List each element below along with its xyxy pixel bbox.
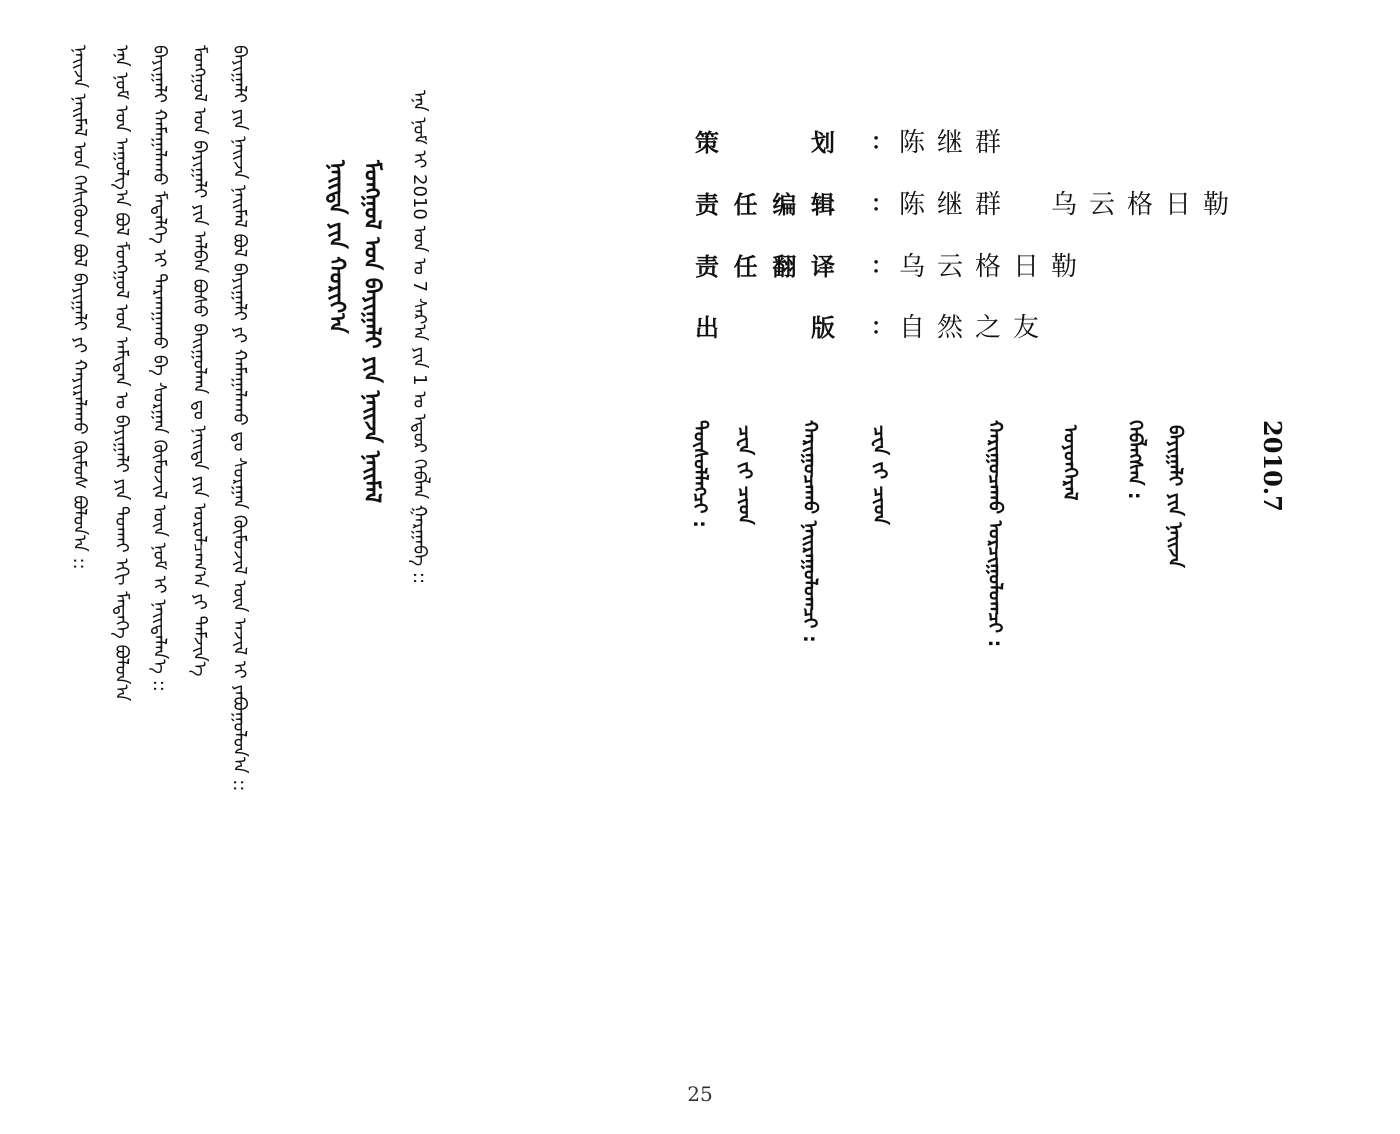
label-char: 版 <box>811 313 835 342</box>
mongolian-paragraph-column: ᠡᠨᠡ ᠨᠣᠮ ᠤᠨ ᠠᠭᠤᠯᠭ᠎ᠠ ᠪᠣᠯ ᠮᠣᠩᠭᠣᠯ ᠤᠨ ᠠᠮᠢᠲᠠᠨ ᠤ ᠪᠠᠶᠢᠭᠠᠯᠢ ᠶᠢᠨ ᠲᠤᠬᠠᠢ ᠡᠬᠢ ᠮᠡᠳᠡᠭᠡ ᠪᠣᠯᠤᠨ᠎ᠠ <box>111 45 132 702</box>
mongolian-paragraph-column: ᠪᠠᠶᠢᠭᠠᠯᠢ ᠬᠠᠮᠠᠭᠠᠯᠠᠬᠤ ᠮᠡᠳᠡᠯᠭᠡ ᠢ ᠲᠠᠷᠬᠠᠭᠠᠬᠤ ᠪᠠ ᠰᠤᠷᠭᠠᠨ ᠬᠥᠮᠦᠵᠢᠯ ᠦᠨ ᠨᠣᠮ ᠢ ᠨᠡᠢᠲᠡᠯᠡᠨ᠎ᠡ :: <box>149 45 170 692</box>
credit-label <box>695 308 835 343</box>
mongolian-credit-column: ᠪᠠᠶᠢᠭᠠᠯᠢ ᠶᠢᠨ ᠨᠠᠢᠵᠠ <box>1164 425 1186 568</box>
publication-note: ᠡᠨᠡ ᠨᠣᠮ ᠢ 2010 ᠣᠨ ᠤ 7 ᠰᠠᠷ᠎ᠠ ᠶᠢᠨ 1 ᠤ ᠡᠳᠦᠷ ᠬᠡᠪᠯᠡᠨ ᠭᠠᠷᠭᠠᠪᠠ :: <box>409 90 430 585</box>
label-char: 编 <box>772 190 797 219</box>
label-char: 责 <box>695 190 719 219</box>
credit-value: 自然之友 <box>899 312 1052 343</box>
credit-colon: ： <box>870 191 893 217</box>
credit-colon: ： <box>870 129 893 155</box>
label-char: 辑 <box>810 190 835 219</box>
label-char: 出 <box>695 313 719 342</box>
credit-label <box>695 123 835 158</box>
credit-label <box>695 247 835 282</box>
credit-value: 乌云格日勒 <box>899 251 1090 282</box>
page-number: 25 <box>687 1082 713 1106</box>
mongolian-credit-column: ᠴᠧᠨ ᠵᠢ ᠴᠢᠦᠨ <box>734 425 756 525</box>
mongolian-paragraph-column: ᠮᠣᠩᠭᠣᠯ ᠤᠨ ᠪᠠᠶᠢᠭᠠᠯᠢ ᠶᠢᠨ ᠠᠯᠪᠠᠨ ᠪᠤᠰᠤ ᠪᠠᠢᠭᠤᠯᠬᠠ ᠳᠤ ᠨᠡᠢᠲᠡ ᠶᠢᠨ ᠣᠷᠣᠯᠴᠠᠭ᠎ᠠ ᠶᠢ ᠳᠡᠮᠵᠢᠨ᠎ᠡ <box>189 45 210 677</box>
label-char: 翻 <box>772 252 797 281</box>
mongolian-paragraph-column: ᠪᠠᠶᠢᠭᠠᠯᠢ ᠶᠢᠨ ᠨᠠᠢᠵᠠ ᠨᠠᠢᠮᠠᠯ ᠪᠣᠯ ᠪᠠᠶᠢᠭᠠᠯᠢ ᠶᠢ ᠬᠠᠮᠠᠭᠠᠯᠠᠬᠤ ᠳᠤ ᠰᠤᠷᠭᠠᠨ ᠬᠥᠮᠦᠵᠢᠯ ᠦᠨ ᠠᠵᠢᠯ ᠢ ᠶᠠᠪᠤᠭᠤᠯᠤᠨ᠎ᠠ :: <box>229 45 250 792</box>
mongolian-paragraph-column: ᠨᠠᠢᠵᠠ ᠨᠠᠢᠮᠠᠯ ᠤᠨ ᠭᠡᠰᠢᠭᠦᠳ ᠪᠣᠯ ᠪᠠᠶᠢᠭᠠᠯᠢ ᠶᠢ ᠬᠠᠶᠢᠷᠠᠯᠠᠬᠤ ᠬᠥᠮᠦᠰ ᠪᠣᠯᠤᠨ᠎ᠠ :: <box>69 45 90 570</box>
credit-label <box>695 185 835 220</box>
label-char: 责 <box>695 252 719 281</box>
mongolian-credit-column: ᠴᠧᠨ ᠵᠢ ᠴᠢᠦᠨ <box>869 425 891 525</box>
mongolian-subtitle: ᠨᠡᠢᠲᠡ ᠶᠢᠨ ᠬᠣᠷᠢᠶ᠎ᠠ <box>324 160 349 334</box>
label-char: 任 <box>733 190 758 219</box>
mongolian-credit-column: ᠤᠶᠤᠨᠭᠡᠷᠡᠯ <box>1059 425 1081 501</box>
mongolian-credit-column: ᠬᠠᠷᠢᠭᠤᠴᠠᠬᠤ ᠨᠠᠢᠷᠠᠭᠤᠯᠤᠭᠴᠢ : <box>799 420 821 643</box>
credit-value: 陈继群 乌云格日勒 <box>899 189 1242 220</box>
credit-colon: ： <box>870 253 893 279</box>
credit-value: 陈继群 <box>899 127 1014 158</box>
credit-row-planning <box>695 120 1013 160</box>
mongolian-credit-column: ᠬᠠᠷᠢᠭᠤᠴᠠᠬᠤ ᠣᠷᠴᠢᠭᠤᠯᠤᠭᠴᠢ : <box>984 420 1006 648</box>
publication-date: 2010.7 <box>1258 420 1287 512</box>
label-char: 任 <box>733 252 758 281</box>
label-char: 策 <box>695 128 719 157</box>
mongolian-credit-column: ᠲᠥᠰᠥᠯᠯᠡᠭᠴᠢ : <box>689 420 711 528</box>
credit-row-translator <box>695 244 1089 284</box>
credit-row-publisher <box>695 305 1051 345</box>
label-char: 划 <box>811 128 835 157</box>
mongolian-credit-column: ᠬᠡᠪᠯᠡᠭᠰᠡᠨ : <box>1124 420 1146 500</box>
credit-colon: ： <box>870 314 893 340</box>
mongolian-title: ᠮᠣᠩᠭᠣᠯ ᠤᠨ ᠪᠠᠶᠢᠭᠠᠯᠢ ᠶᠢᠨ ᠨᠠᠢᠵᠠ ᠨᠠᠢᠮᠠᠯ <box>359 160 384 504</box>
label-char: 译 <box>810 252 835 281</box>
credit-row-editor <box>695 182 1241 222</box>
